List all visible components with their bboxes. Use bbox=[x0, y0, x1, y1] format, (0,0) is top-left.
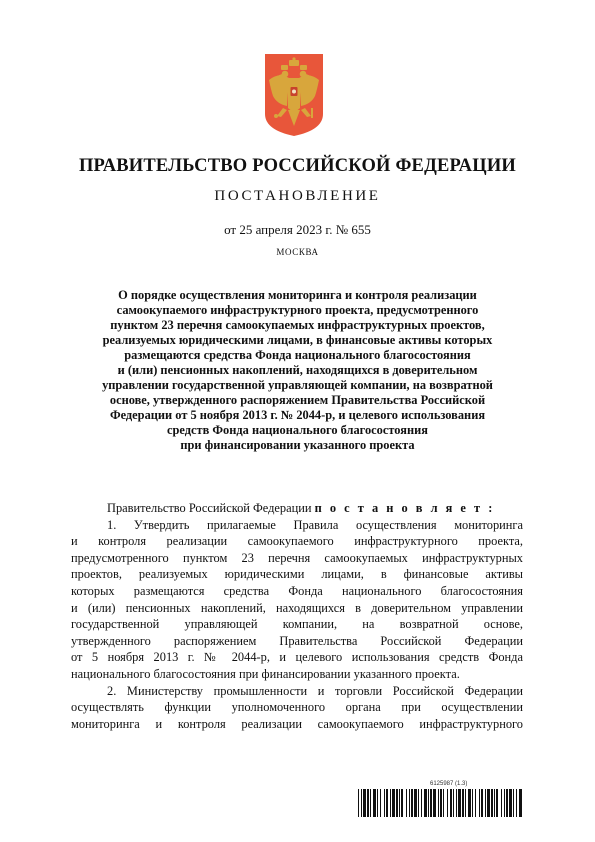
barcode-bar bbox=[396, 789, 398, 817]
barcode-bar bbox=[479, 789, 480, 817]
title-line: Федерации от 5 ноября 2013 г. № 2044-р, и целевого использования bbox=[109, 408, 486, 422]
title-line: пунктом 23 перечня самоокупаемых инфраструктурных проектов, bbox=[110, 318, 485, 332]
city: МОСКВА bbox=[276, 247, 319, 257]
document-date-number: от 25 апреля 2023 г. № 655 bbox=[224, 222, 371, 237]
barcode-bar bbox=[504, 789, 505, 817]
barcode-bar bbox=[494, 789, 495, 817]
barcode-bar bbox=[401, 789, 403, 817]
barcode-bar bbox=[363, 789, 366, 817]
intro-text: Правительство Российской Федерации bbox=[107, 501, 312, 515]
barcode-bar bbox=[433, 789, 436, 817]
paragraph-line: от 5 ноября 2013 г. № 2044-р, и целевого использования средств Фонда bbox=[71, 650, 523, 665]
paragraph-line: утвержденного распоряжением Правительства Российской Федерации bbox=[71, 633, 523, 648]
paragraph-line: 1. Утвердить прилагаемые Правила осуществления мониторинга bbox=[107, 517, 523, 532]
barcode-bar bbox=[399, 789, 400, 817]
barcode-icon bbox=[358, 789, 522, 817]
barcode-bar bbox=[361, 789, 362, 817]
title-line: основе, утвержденного распоряжением Правительства Российской bbox=[109, 393, 486, 407]
title-line: средств Фонда национального благосостояния bbox=[167, 423, 428, 437]
barcode-bar bbox=[428, 789, 429, 817]
barcode-bar bbox=[409, 789, 410, 817]
paragraph-line: мониторинга и контроля реализации самоокупаемого инфраструктурного bbox=[71, 716, 523, 731]
barcode-bar bbox=[491, 789, 493, 817]
barcode-bar bbox=[414, 789, 417, 817]
paragraph-line: и (или) пенсионных накоплений, находящихся в доверительном управлении bbox=[71, 600, 523, 615]
barcode-bar bbox=[496, 789, 498, 817]
title-line: и (или) пенсионных накоплений, находящихся в доверительном bbox=[117, 363, 478, 377]
title-line: О порядке осуществления мониторинга и контроля реализации bbox=[118, 288, 477, 302]
barcode-bar bbox=[380, 789, 381, 817]
barcode-bar bbox=[450, 789, 452, 817]
barcode-bar bbox=[418, 789, 419, 817]
barcode-bar bbox=[458, 789, 461, 817]
document-type: ПОСТАНОВЛЕНИЕ bbox=[214, 188, 381, 204]
barcode-bar bbox=[472, 789, 473, 817]
paragraph-1 bbox=[71, 517, 523, 683]
document-title bbox=[70, 288, 525, 453]
barcode-bar bbox=[481, 789, 483, 817]
title-line: реализуемых юридическими лицами, в финансовые активы которых bbox=[102, 333, 493, 347]
barcode-bar bbox=[516, 789, 517, 817]
barcode-bar bbox=[370, 789, 371, 817]
title-line: самоокупаемого инфраструктурного проекта, предусмотренного bbox=[116, 303, 479, 317]
barcode-bar bbox=[411, 789, 413, 817]
barcode-bar bbox=[456, 789, 457, 817]
barcode-bar bbox=[373, 789, 376, 817]
title-line: управлении государственной управляющей компании, на возвратной bbox=[102, 378, 493, 392]
barcode-bar bbox=[462, 789, 464, 817]
coat-of-arms-icon bbox=[263, 52, 325, 138]
barcode-bar bbox=[487, 789, 490, 817]
paragraph-line: 2. Министерству промышленности и торговли Российской Федерации bbox=[107, 683, 523, 698]
paragraph-line: и контроля реализации самоокупаемого инфраструктурного проекта, bbox=[71, 534, 523, 549]
barcode-bar bbox=[453, 789, 454, 817]
barcode-bar bbox=[440, 789, 442, 817]
title-line: при финансировании указанного проекта bbox=[180, 438, 415, 452]
barcode-bar bbox=[447, 789, 448, 817]
paragraph-line: национального благосостояния при финансировании указанного проекта. bbox=[71, 666, 460, 681]
barcode-bar bbox=[485, 789, 486, 817]
resolution-intro bbox=[71, 500, 523, 517]
barcode-bar bbox=[386, 789, 388, 817]
barcode-bar bbox=[424, 789, 427, 817]
barcode-bar bbox=[406, 789, 407, 817]
barcode-number: 6125987 (1.3) bbox=[430, 781, 468, 787]
paragraph-line: осуществлять функции уполномоченного органа при осуществлении bbox=[71, 700, 523, 715]
barcode-bar bbox=[377, 789, 378, 817]
barcode-bar bbox=[438, 789, 439, 817]
paragraph-line: которых размещаются средства Фонда национального благосостояния bbox=[71, 583, 523, 598]
barcode-bar bbox=[390, 789, 391, 817]
barcode-bar bbox=[421, 789, 422, 817]
document-body bbox=[71, 500, 523, 732]
barcode-bar bbox=[475, 789, 476, 817]
barcode-bar bbox=[384, 789, 385, 817]
barcode-bar bbox=[513, 789, 514, 817]
barcode-bar bbox=[430, 789, 432, 817]
paragraph-line: государственной управляющей компании, на возвратной основе, bbox=[71, 617, 523, 632]
barcode-bar bbox=[367, 789, 369, 817]
barcode-bar bbox=[501, 789, 502, 817]
barcode-bar bbox=[519, 789, 522, 817]
barcode-bar bbox=[465, 789, 466, 817]
paragraph-2 bbox=[71, 683, 523, 733]
barcode-bar bbox=[358, 789, 359, 817]
barcode-bar bbox=[443, 789, 444, 817]
title-line: размещаются средства Фонда национального благосостояния bbox=[124, 348, 471, 362]
barcode-bar bbox=[392, 789, 395, 817]
resolves-text: п о с т а н о в л я е т : bbox=[314, 501, 495, 515]
government-title: ПРАВИТЕЛЬСТВО РОССИЙСКОЙ ФЕДЕРАЦИИ bbox=[78, 156, 517, 176]
barcode-bar bbox=[506, 789, 508, 817]
barcode-bar bbox=[468, 789, 471, 817]
paragraph-line: предусмотренного пунктом 23 перечня самоокупаемых инфраструктурных bbox=[71, 550, 523, 565]
paragraph-line: проектов, реализуемых юридическими лицами, в финансовые активы bbox=[71, 567, 523, 582]
barcode-bar bbox=[509, 789, 512, 817]
